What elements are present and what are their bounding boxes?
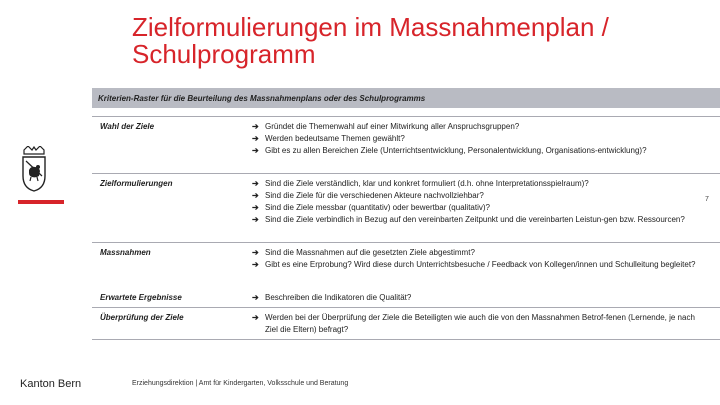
slide-title-line1: Zielformulierungen im Massnahmenplan / — [132, 12, 609, 42]
list-item: ➔ Gibt es zu allen Bereichen Ziele (Unterrichtsentwicklung, Personalentwicklung, Organisations-entwicklung)? — [252, 146, 647, 155]
list-item: ➔ Gibt es eine Erprobung? Wird diese durch Unterrichtsbesuche / Feedback von Kollegen/innen und Schulleitung begleitet? — [252, 260, 696, 269]
row-divider — [92, 173, 720, 174]
table-header-text: Kriterien-Raster für die Beurteilung des Massnahmenplans oder des Schulprogramms — [98, 94, 426, 103]
arrow-right-icon: ➔ — [252, 313, 259, 322]
row-label-wahl-der-ziele: Wahl der Ziele — [100, 122, 155, 131]
arrow-right-icon: ➔ — [252, 191, 259, 200]
row-divider — [92, 307, 720, 308]
list-item: ➔ Beschreiben die Indikatoren die Qualität? — [252, 293, 412, 302]
arrow-right-icon: ➔ — [252, 146, 259, 155]
footer-department: Erziehungsdirektion | Amt für Kindergarten, Volksschule und Beratung — [132, 380, 349, 387]
arrow-right-icon: ➔ — [252, 260, 259, 269]
red-accent-bar — [18, 200, 64, 204]
list-item: ➔ Werden bedeutsame Themen gewählt? — [252, 134, 405, 143]
row-divider — [92, 242, 720, 243]
slide-title-line2: Schulprogramm — [132, 39, 316, 69]
arrow-right-icon: ➔ — [252, 293, 259, 302]
list-item: ➔ Sind die Massnahmen auf die gesetzten Ziele abgestimmt? — [252, 248, 475, 257]
list-item: ➔ Sind die Ziele verständlich, klar und konkret formuliert (d.h. ohne Interpretationsspielraum)? — [252, 179, 589, 188]
arrow-right-icon: ➔ — [252, 203, 259, 212]
arrow-right-icon: ➔ — [252, 215, 259, 224]
criteria-table — [92, 88, 720, 340]
list-item: ➔ Sind die Ziele für die verschiedenen Akteure nachvollziehbar? — [252, 191, 484, 200]
row-label-zielformulierungen: Zielformulierungen — [100, 179, 173, 188]
row-divider — [92, 339, 720, 340]
row-label-massnahmen: Massnahmen — [100, 248, 151, 257]
table-header — [92, 88, 720, 108]
arrow-right-icon: ➔ — [252, 122, 259, 131]
list-item: ➔ Werden bei der Überprüfung der Ziele die Beteiligten wie auch die von den Massnahmen Betrof-fenen (Lernende, je nach Ziel die Eltern) befragt? — [252, 313, 695, 334]
row-divider — [92, 116, 720, 117]
row-label-ueberpruefung-der-ziele: Überprüfung der Ziele — [100, 313, 184, 322]
list-item: ➔ Sind die Ziele verbindlich in Bezug auf den vereinbarten Zeitpunkt und die vereinbarten Leistun-gen bzw. Ressourcen? — [252, 215, 685, 224]
arrow-right-icon: ➔ — [252, 248, 259, 257]
page-number: 7 — [705, 196, 709, 203]
list-item: ➔ Sind die Ziele messbar (quantitativ) oder bewertbar (qualitativ)? — [252, 203, 490, 212]
slide-title — [132, 14, 712, 68]
footer-canton: Kanton Bern — [20, 378, 82, 390]
list-item: ➔ Gründet die Themenwahl auf einer Mitwirkung aller Anspruchsgruppen? — [252, 122, 520, 131]
row-label-erwartete-ergebnisse: Erwartete Ergebnisse — [100, 293, 182, 302]
arrow-right-icon: ➔ — [252, 179, 259, 188]
arrow-right-icon: ➔ — [252, 134, 259, 143]
bern-coat-of-arms-icon — [20, 146, 48, 192]
